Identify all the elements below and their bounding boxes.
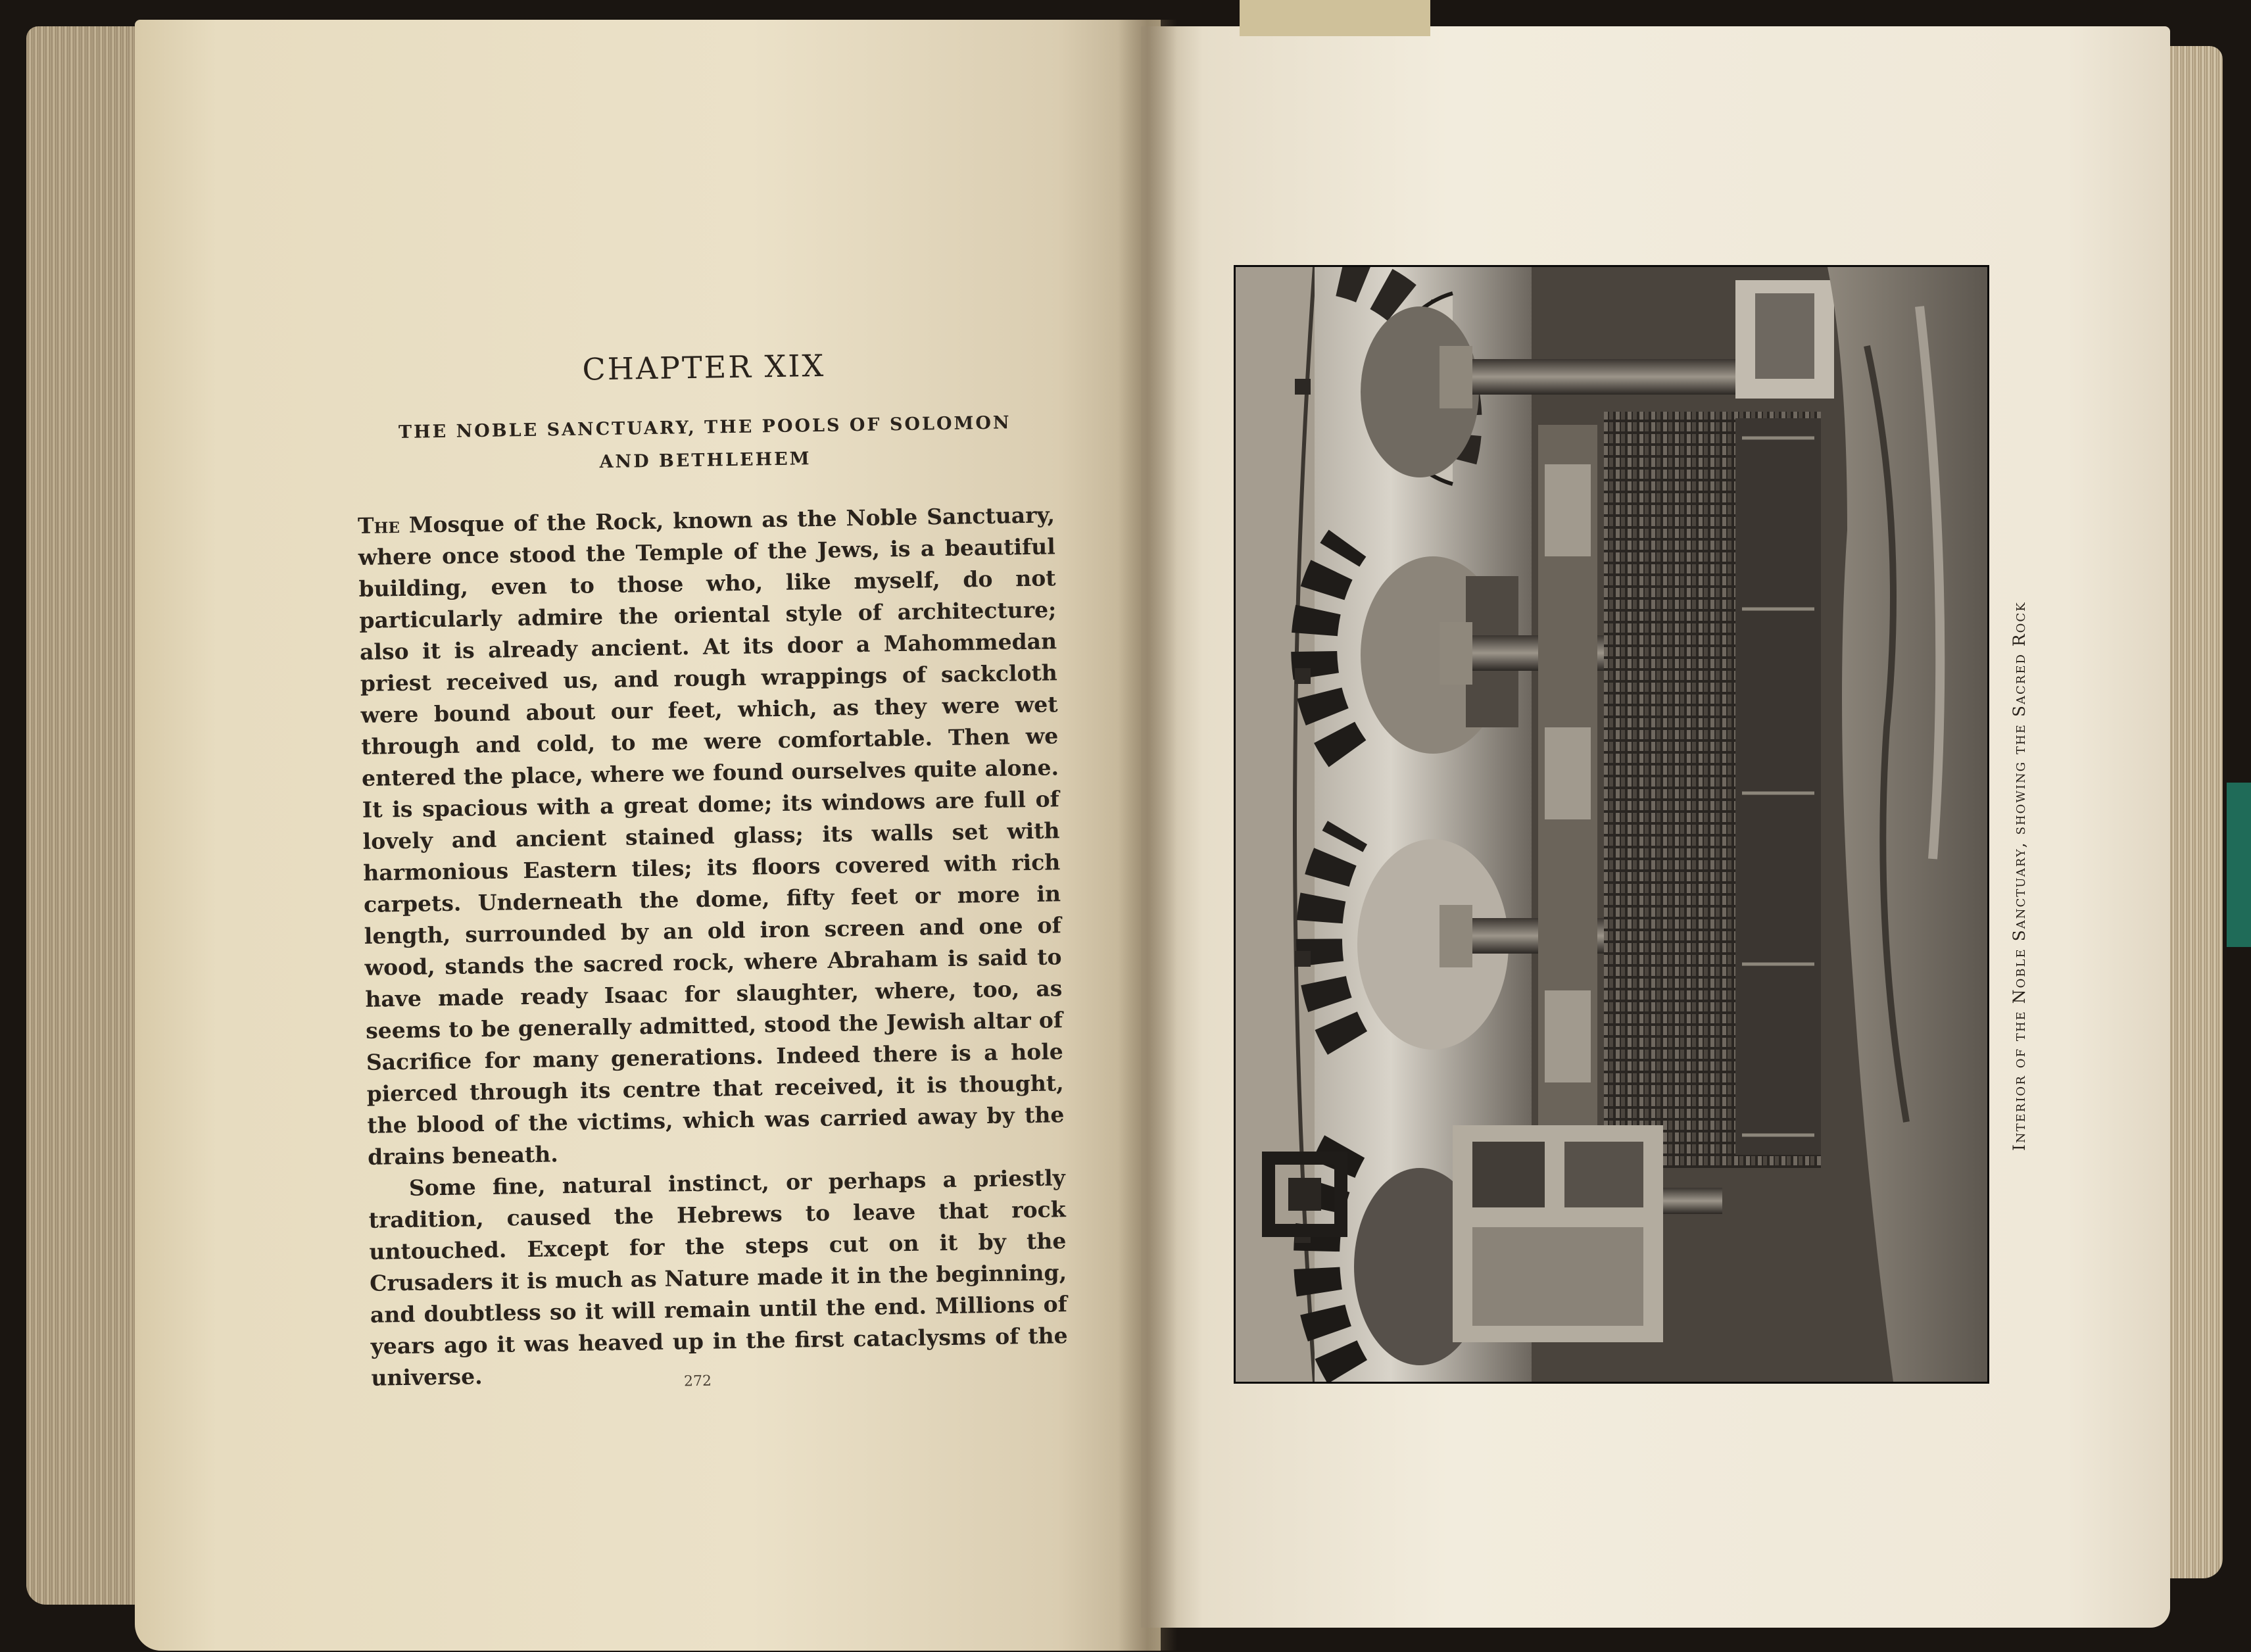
plate-caption-text: Interior of the Noble Sanctuary, showing the Sacred Rock — [2010, 601, 2029, 1151]
chapter-heading: CHAPTER XIX — [582, 347, 826, 387]
bookmark-ribbon — [1240, 0, 1430, 36]
interior-photograph — [1234, 265, 1989, 1384]
green-page-tab — [2227, 783, 2251, 947]
chapter-subtitle — [356, 406, 1053, 483]
right-page-edges — [2164, 46, 2223, 1578]
subtitle-line-1: THE NOBLE SANCTUARY, THE POOLS OF SOLOMON — [398, 412, 1011, 443]
paragraph-1 — [358, 499, 1065, 1173]
photograph-illustration — [1236, 267, 1987, 1382]
paragraph-1-lead: The — [357, 512, 400, 539]
left-page-text — [355, 344, 1069, 1394]
paragraph-1-text: Mosque of the Rock, known as the Noble Sanctuary, where once stood the Temple of the Jews, is a beautiful building, even to those who, like myself, do not particularly admire the oriental style of architecture; also it is already ancient. At its door a Mahommedan priest received us, and rough wrappings of sackcloth were bound about our feet, which, as they were wet through and cold, to me were comfortable. Then we entered the place, where we found ourselves quite alone. It is spacious with a great dome; its windows are full of lovely and ancient stained glass; its walls set with harmonious Eastern tiles; its floors covered with rich carpets. Underneath the dome, fifty feet or more in length, surrounded by an old iron screen and one of wood, stands the sacred rock, where Abraham is said to have made ready Isaac for slaughter, where, too, as seems to be generally admitted, stood the Jewish altar of Sacrifice for many generations. Indeed there is a hole pierced through its centre that received, it is thought, the blood of the victims, which was carried away by the drains beneath. — [358, 502, 1065, 1170]
paragraph-2: Some fine, natural instinct, or perhaps a priestly tradition, caused the Hebrews to leave that rock untouched. Except for the steps cut on it by the Crusaders it is much as Nature made it in the beginning, and doubtless so it will remain until the end. Millions of years ago it was heaved up in the first cataclysms of the universe. — [368, 1165, 1068, 1391]
book-gutter — [1118, 20, 1177, 1651]
page-number: 272 — [683, 1373, 712, 1390]
subtitle-line-2: AND BETHLEHEM — [599, 449, 811, 473]
